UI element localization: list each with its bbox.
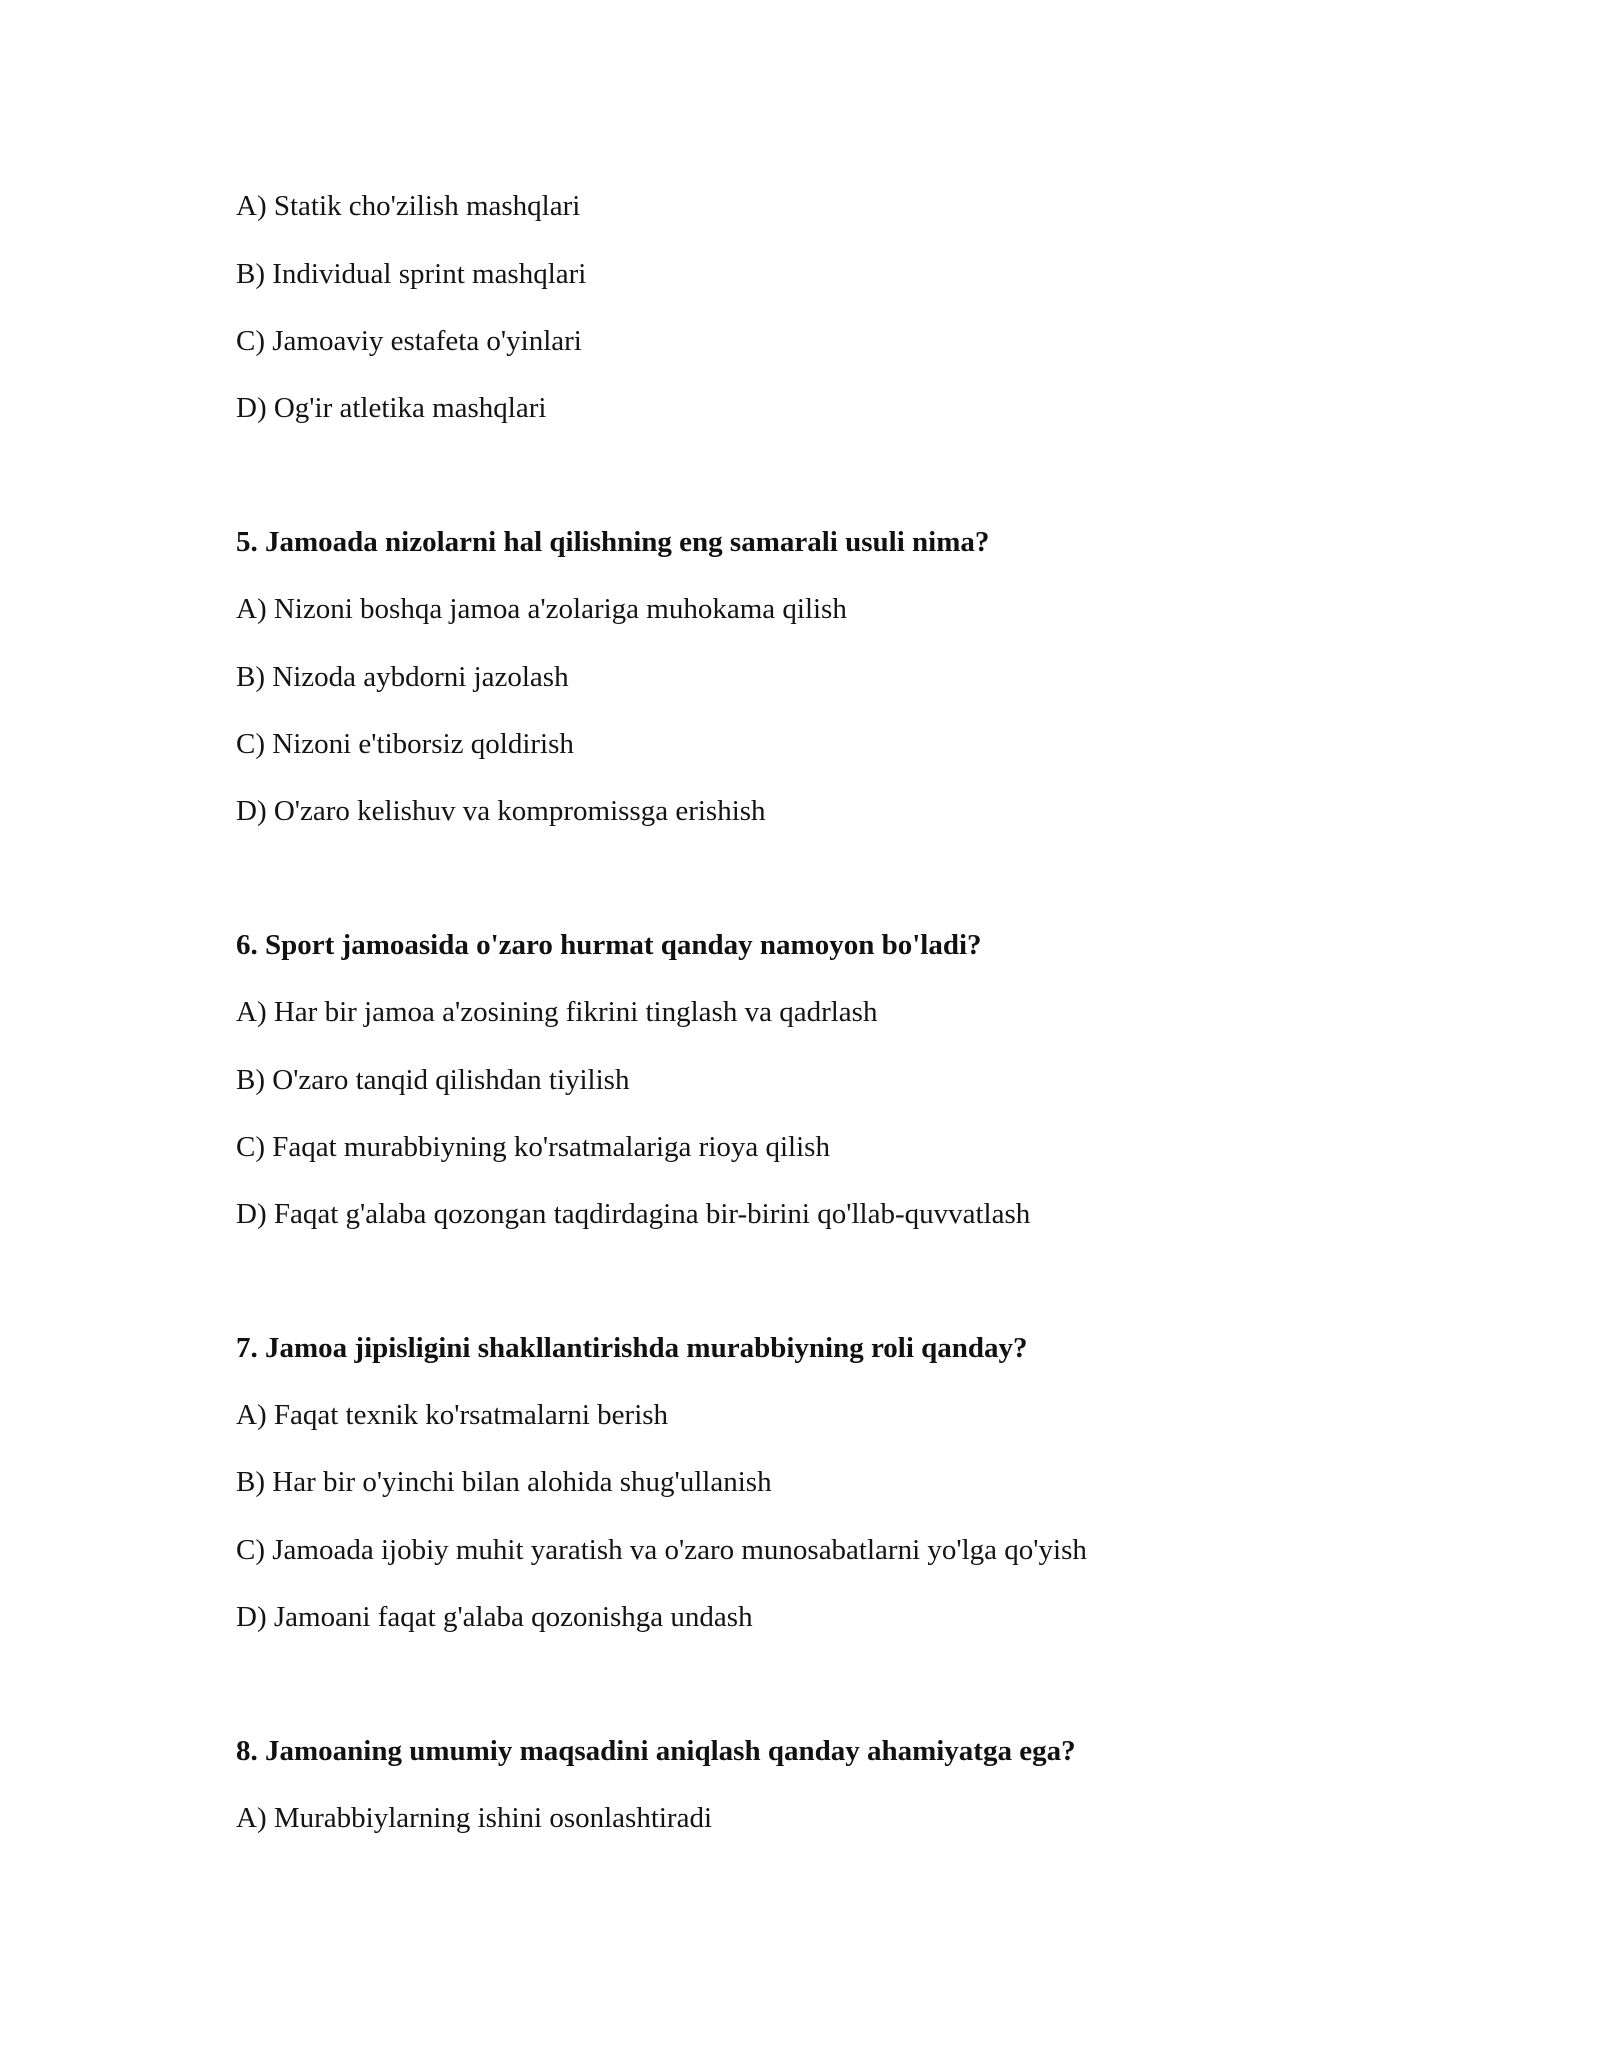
q8-option-a: A) Murabbiylarning ishini osonlashtiradi — [236, 1802, 713, 1834]
q8-question: 8. Jamoaning umumiy maqsadini aniqlash qanday ahamiyatga ega? — [236, 1735, 1076, 1767]
q7-option-a: A) Faqat texnik ko'rsatmalarni berish — [236, 1399, 669, 1431]
q5-option-c: C) Nizoni e'tiborsiz qoldirish — [236, 728, 574, 760]
q6-question: 6. Sport jamoasida o'zaro hurmat qanday namoyon bo'ladi? — [236, 929, 982, 961]
q6-option-b: B) O'zaro tanqid qilishdan tiyilish — [236, 1064, 630, 1096]
q5-option-d: D) O'zaro kelishuv va kompromissga erishish — [236, 795, 766, 827]
q4-option-a: A) Statik cho'zilish mashqlari — [236, 190, 581, 222]
q6-option-c: C) Faqat murabbiyning ko'rsatmalariga rioya qilish — [236, 1131, 830, 1163]
q5-option-b: B) Nizoda aybdorni jazolash — [236, 661, 569, 693]
q7-option-c: C) Jamoada ijobiy muhit yaratish va o'zaro munosabatlarni yo'lga qo'yish — [236, 1534, 1087, 1566]
q4-option-d: D) Og'ir atletika mashqlari — [236, 392, 547, 424]
q5-question: 5. Jamoada nizolarni hal qilishning eng samarali usuli nima? — [236, 526, 990, 558]
q6-option-a: A) Har bir jamoa a'zosining fikrini tinglash va qadrlash — [236, 996, 878, 1028]
q6-option-d: D) Faqat g'alaba qozongan taqdirdagina bir-birini qo'llab-quvvatlash — [236, 1198, 1031, 1230]
q7-option-d: D) Jamoani faqat g'alaba qozonishga undash — [236, 1601, 753, 1633]
q4-option-c: C) Jamoaviy estafeta o'yinlari — [236, 325, 582, 357]
q7-question: 7. Jamoa jipisligini shakllantirishda murabbiyning roli qanday? — [236, 1332, 1028, 1364]
q7-option-b: B) Har bir o'yinchi bilan alohida shug'ullanish — [236, 1466, 772, 1498]
q5-option-a: A) Nizoni boshqa jamoa a'zolariga muhokama qilish — [236, 593, 847, 625]
q4-option-b: B) Individual sprint mashqlari — [236, 258, 587, 290]
